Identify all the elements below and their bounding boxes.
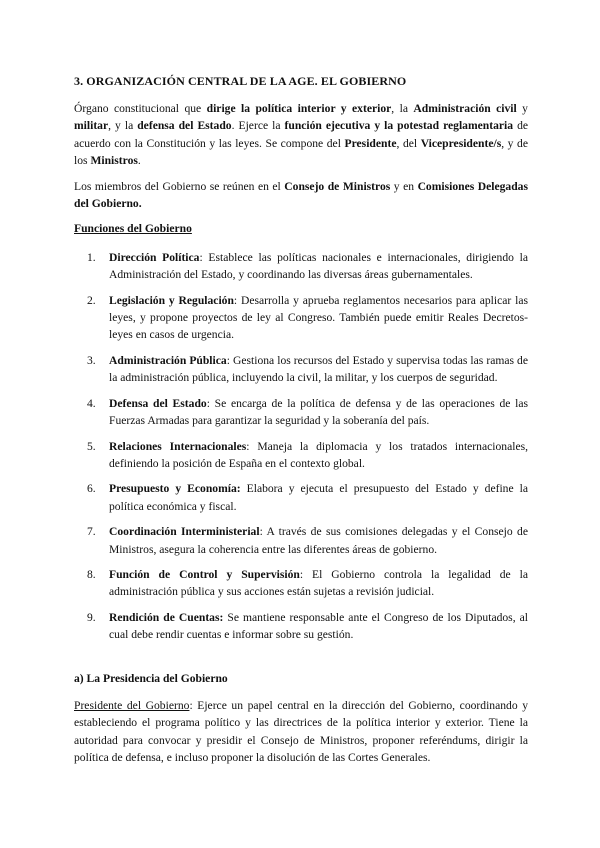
section-heading-presidencia: a) La Presidencia del Gobierno [74,671,228,685]
presidencia-paragraph: Presidente del Gobierno: Ejerce un papel central en la dirección del Gobierno, coordinando y estableciendo el programa político y las directrices de la política interior y exterior. Tiene la autoridad para convocar y presidir el Consejo de Ministros, proponer referéndums, dirigir la política de defensa, e incluso proponer la disolución de las Cortes Generales. [74,698,529,765]
functions-list [74,249,528,644]
list-item: 5. Relaciones Internacionales: Maneja la diplomacia y los tratados internacionales, definiendo la posición de España en el contexto global. [87,439,528,470]
list-item: 2. Legislación y Regulación: Desarrolla y aprueba reglamentos necesarios para aplicar las leyes, y propone proyectos de ley al Congreso. También puede emitir Reales Decretos-leyes en casos de urgencia. [87,293,528,342]
list-item: 6. Presupuesto y Economía: Elabora y ejecuta el presupuesto del Estado y define la política económica y fiscal. [87,482,528,513]
document-body [74,73,528,767]
list-item: 7. Coordinación Interministerial: A través de sus comisiones delegadas y el Consejo de Ministros, asegura la coherencia entre las diferentes áreas de gobierno. [87,525,528,556]
list-item: 9. Rendición de Cuentas: Se mantiene responsable ante el Congreso de los Diputados, al cual debe rendir cuentas e informar sobre su gestión. [87,610,528,642]
list-item: 3. Administración Pública: Gestiona los recursos del Estado y supervisa todas las ramas de la administración pública, incluyendo la civil, la militar, y los cuerpos de seguridad. [87,353,528,385]
list-item: 4. Defensa del Estado: Se encarga de la política de defensa y de las operaciones de las Fuerzas Armadas para garantizar la seguridad y la soberanía del país. [87,396,528,428]
list-item: 1. Dirección Política: Establece las políticas nacionales e internacionales, dirigiendo la Administración del Estado, y coordinando las diversas áreas gubernamentales. [87,250,528,282]
list-item: 8. Función de Control y Supervisión: El Gobierno controla la legalidad de la administración pública y sus acciones están sujetas a revisión judicial. [87,567,528,599]
presidente-label: Presidente del Gobierno [74,698,190,712]
intro-paragraph-1: Órgano constitucional que dirige la política interior y exterior, la Administración civil y militar, y la defensa del Estado. Ejerce la función ejecutiva y la potestad reglamentaria de acuerdo con la Constitución y las leyes. Se compone del Presidente, del Vicepresidente/s, y de los Ministros. [74,102,529,168]
functions-heading: Funciones del Gobierno [74,222,192,236]
intro-paragraph-2: Los miembros del Gobierno se reúnen en el Consejo de Ministros y en Comisiones Delegadas del Gobierno. [74,179,528,211]
page-title: 3. ORGANIZACIÓN CENTRAL DE LA AGE. EL GOBIERNO [74,74,407,88]
